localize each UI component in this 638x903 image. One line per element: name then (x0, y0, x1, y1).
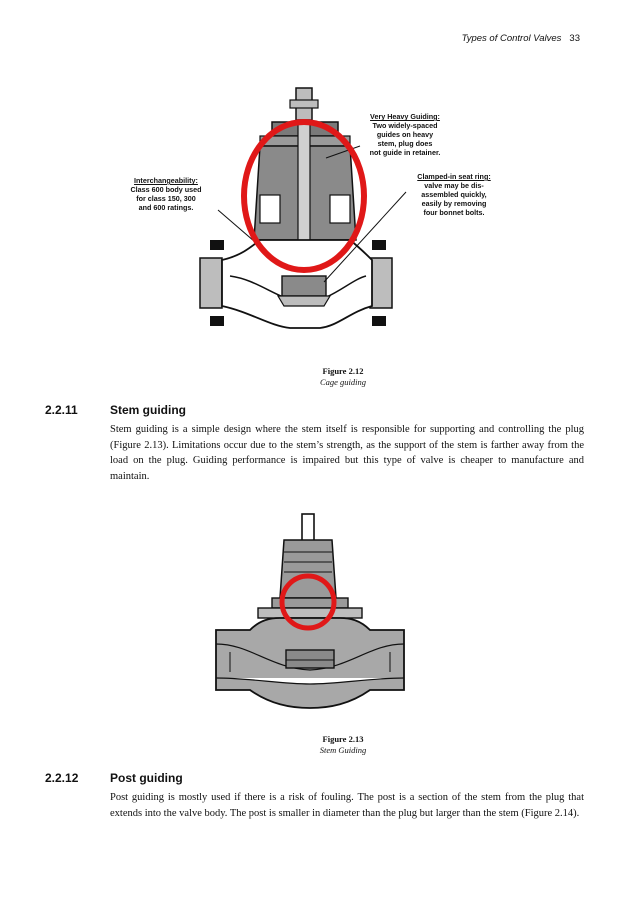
running-title: Types of Control Valves (461, 33, 562, 44)
note-title: Very Heavy Guiding: (370, 112, 440, 121)
section-number: 2.2.11 (45, 403, 78, 417)
figure-caption: Cage guiding (319, 377, 367, 387)
note-seat-ring (398, 172, 510, 217)
section-body: Post guiding is mostly used if there is a risk of fouling. The post is a section of the stem from the plug that extends into the valve body. The post is smaller in diameter than the plug but larger than the stem (Figure 2.14). (110, 792, 584, 819)
note-line: guides on heavy (376, 130, 434, 139)
stem-guiding-diagram (210, 512, 410, 717)
note-title: Clamped-in seat ring: (417, 172, 491, 181)
note-title: Interchangeability: (134, 176, 198, 185)
page-number: 33 (569, 33, 580, 44)
figure-2-13 (210, 512, 410, 717)
note-line: valve may be dis- (424, 181, 484, 190)
figure-2-12-caption (24, 366, 638, 388)
figure-2-12 (110, 80, 590, 355)
note-heavy-guiding (350, 112, 460, 157)
note-interchangeability (110, 176, 222, 212)
note-line: stem, plug does (377, 139, 433, 148)
note-line: for class 150, 300 (136, 194, 196, 203)
note-line: Class 600 body used (130, 185, 202, 194)
note-line: assembled quickly, (421, 190, 487, 199)
running-header (462, 33, 580, 44)
note-line: not guide in retainer. (369, 148, 441, 157)
section-number: 2.2.12 (45, 771, 79, 785)
figure-label: Figure 2.12 (322, 366, 364, 376)
figure-label: Figure 2.13 (322, 734, 364, 744)
note-line: four bonnet bolts. (423, 208, 485, 217)
section-title: Post guiding (110, 771, 183, 785)
note-line: Two widely-spaced (372, 121, 438, 130)
section-title: Stem guiding (110, 403, 186, 417)
figure-caption: Stem Guiding (319, 745, 367, 755)
section-body: Stem guiding is a simple design where the stem itself is responsible for supporting and controlling the plug (Figure 2.13). Limitations occur due to the stem’s strength, as the support of the stem is farther away from the load on the plug. Guiding performance is impaired but this type of valve is cheaper to manufacture and maintain. (110, 424, 584, 482)
note-line: easily by removing (421, 199, 487, 208)
note-line: and 600 ratings. (138, 203, 194, 212)
figure-2-13-caption (24, 734, 638, 756)
